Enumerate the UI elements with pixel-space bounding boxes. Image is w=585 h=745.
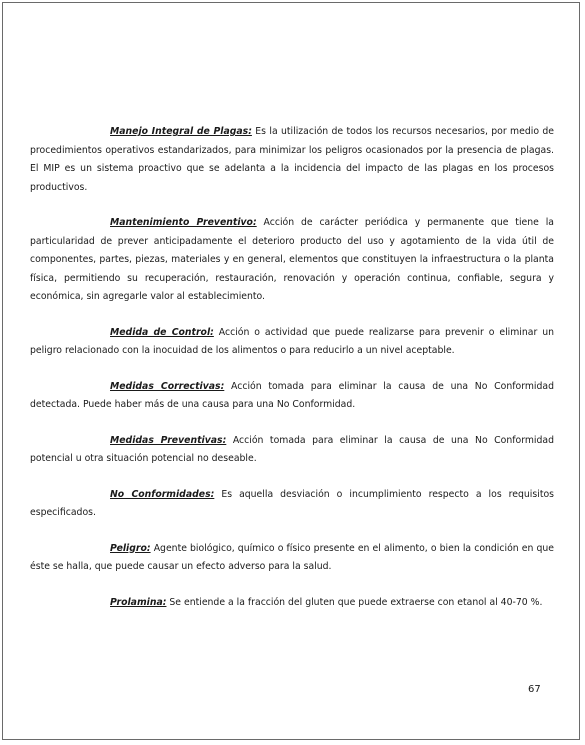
term-label: Peligro: — [110, 542, 151, 554]
term-label: Medida de Control: — [110, 326, 214, 338]
term-label: Medidas Correctivas: — [110, 380, 225, 392]
definition-text: Se entiende a la fracción del gluten que puede extraerse con etanol al 40-70 %. — [166, 596, 543, 608]
definition-text: Acción tomada para eliminar la causa de una No Conformidad detectada. Puede haber más de una causa para una No Conformidad. — [30, 380, 554, 410]
definition-medidas-preventivas — [30, 432, 554, 469]
term-label: Prolamina: — [110, 596, 167, 608]
definition-text: Acción de carácter periódica y permanente que tiene la particularidad de prever anticipadamente el deterioro producto del uso y agotamiento de la vida útil de componentes, partes, piezas, materiales y en general, elementos que constituyen la infraestructura o la planta física, permitiendo su recuperación, restauración, renovación y operación continua, confiable, segura y económica, sin agregarle valor al establecimiento. — [30, 217, 554, 302]
definition-prolamina — [30, 594, 554, 613]
term-label: Medidas Preventivas: — [110, 434, 227, 446]
definition-text: Acción tomada para eliminar la causa de una No Conformidad potencial u otra situación potencial no deseable. — [30, 434, 554, 464]
definition-text: Es la utilización de todos los recursos necesarios, por medio de procedimientos operativos estandarizados, para minimizar los peligros ocasionados por la presencia de plagas. El MIP es un sistema proactivo que se adelanta a la incidencia del impacto de las plagas en los procesos productivos. — [30, 126, 554, 193]
definition-text: Agente biológico, químico o físico presente en el alimento, o bien la condición en que éste se halla, que puede causar un efecto adverso para la salud. — [30, 542, 554, 572]
page-number: 67 — [528, 684, 541, 695]
definition-peligro — [30, 540, 554, 577]
definition-medidas-correctivas — [30, 378, 554, 415]
definition-no-conformidades — [30, 486, 554, 523]
term-label: No Conformidades: — [110, 488, 215, 500]
definition-manejo-integral-de-plagas — [30, 123, 554, 197]
definition-medida-de-control — [30, 324, 554, 361]
term-label: Manejo Integral de Plagas: — [110, 126, 252, 137]
definition-mantenimiento-preventivo — [30, 214, 554, 307]
term-label: Mantenimiento Preventivo: — [110, 217, 257, 228]
definition-text: Es aquella desviación o incumplimiento respecto a los requisitos especificados. — [30, 488, 554, 518]
definition-text: Acción o actividad que puede realizarse para prevenir o eliminar un peligro relacionado con la inocuidad de los alimentos o para reducirlo a un nivel aceptable. — [30, 326, 554, 356]
glossary-content — [30, 123, 554, 612]
